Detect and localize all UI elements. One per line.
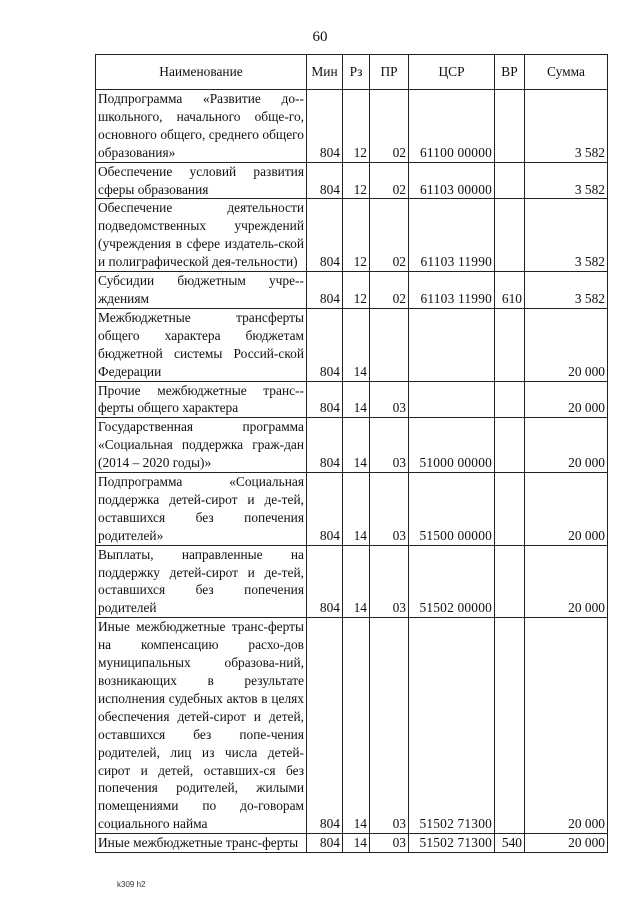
page-number: 60 [312,29,328,45]
row-csr: 51502 00000 [409,545,495,618]
header-sum: Сумма [525,55,608,90]
table-row [96,272,608,309]
row-min: 804 [307,272,343,309]
row-name: Государственная программа «Социальная поддержка граж-дан (2014 – 2020 годы)» [96,418,307,473]
row-sum: 3 582 [525,272,608,309]
row-rz: 14 [343,381,370,418]
row-rz: 12 [343,162,370,199]
row-rz: 14 [343,834,370,853]
row-sum: 20 000 [525,381,608,418]
row-sum: 20 000 [525,618,608,834]
row-csr: 51500 00000 [409,473,495,546]
row-pr: 03 [370,618,409,834]
row-csr: 51000 00000 [409,418,495,473]
row-name: Прочие межбюджетные транс-ферты общего характера [96,381,307,418]
row-vr [495,618,525,834]
row-name: Иные межбюджетные транс-ферты на компенсацию расхо-дов муниципальных образова-ний, возникающих в результате исполнения судебных актов в целях обеспечения детей-сирот и детей, оставшихся без попе-чения родителей, лиц из числа детей-сирот и детей, оставших-ся без попечения родителей, жилыми помещениями по до-говорам социального найма [96,618,307,834]
row-vr [495,545,525,618]
row-vr [495,308,525,381]
document-code: k309 h2 [117,880,146,889]
row-rz: 14 [343,545,370,618]
row-name: Выплаты, направленные на поддержку детей-сирот и де-тей, оставшихся без попечения родителей [96,545,307,618]
table-row [96,834,608,853]
table-row [96,381,608,418]
row-csr [409,308,495,381]
table-row [96,162,608,199]
budget-table [95,54,608,853]
table-row [96,90,608,163]
row-pr: 03 [370,418,409,473]
row-sum: 20 000 [525,545,608,618]
row-sum: 20 000 [525,834,608,853]
row-name: Субсидии бюджетным учре-ждениям [96,272,307,309]
row-rz: 14 [343,308,370,381]
table-row [96,473,608,546]
row-csr: 61100 00000 [409,90,495,163]
row-sum: 20 000 [525,308,608,381]
row-pr: 03 [370,834,409,853]
header-min: Мин [307,55,343,90]
row-sum: 20 000 [525,473,608,546]
row-name: Обеспечение деятельности подведомственных учреждений (учреждения в сфере издатель-ской и полиграфической дея-тельности) [96,199,307,272]
row-csr [409,381,495,418]
row-min: 804 [307,199,343,272]
row-min: 804 [307,545,343,618]
row-min: 804 [307,418,343,473]
table-row [96,618,608,834]
row-min: 804 [307,618,343,834]
row-name: Межбюджетные трансферты общего характера бюджетам бюджетной системы Россий-ской Федерации [96,308,307,381]
row-sum: 3 582 [525,90,608,163]
row-pr: 02 [370,272,409,309]
row-rz: 14 [343,618,370,834]
header-name: Наименование [96,55,307,90]
row-min: 804 [307,834,343,853]
row-pr: 02 [370,199,409,272]
row-min: 804 [307,381,343,418]
row-min: 804 [307,90,343,163]
row-vr: 540 [495,834,525,853]
row-csr: 51502 71300 [409,834,495,853]
table-row [96,308,608,381]
header-pr: ПР [370,55,409,90]
row-min: 804 [307,308,343,381]
row-pr: 03 [370,381,409,418]
row-rz: 14 [343,418,370,473]
row-sum: 3 582 [525,162,608,199]
table-row [96,418,608,473]
row-pr [370,308,409,381]
header-rz: Рз [343,55,370,90]
row-name: Обеспечение условий развития сферы образования [96,162,307,199]
row-vr [495,473,525,546]
row-pr: 03 [370,545,409,618]
row-vr [495,90,525,163]
row-sum: 20 000 [525,418,608,473]
row-min: 804 [307,473,343,546]
row-name: Подпрограмма «Развитие до-школьного, начального обще-го, основного общего, среднего общего образования» [96,90,307,163]
header-vr: ВР [495,55,525,90]
table-row [96,545,608,618]
row-vr [495,418,525,473]
row-vr: 610 [495,272,525,309]
row-rz: 12 [343,90,370,163]
row-vr [495,162,525,199]
row-rz: 12 [343,272,370,309]
row-csr: 51502 71300 [409,618,495,834]
row-vr [495,381,525,418]
row-name: Иные межбюджетные транс-ферты [96,834,307,853]
row-csr: 61103 11990 [409,272,495,309]
row-rz: 12 [343,199,370,272]
row-vr [495,199,525,272]
row-pr: 02 [370,90,409,163]
row-csr: 61103 11990 [409,199,495,272]
row-name: Подпрограмма «Социальная поддержка детей-сирот и де-тей, оставшихся без попечения родителей» [96,473,307,546]
row-pr: 03 [370,473,409,546]
header-csr: ЦСР [409,55,495,90]
row-pr: 02 [370,162,409,199]
row-min: 804 [307,162,343,199]
row-rz: 14 [343,473,370,546]
row-csr: 61103 00000 [409,162,495,199]
table-row [96,199,608,272]
row-sum: 3 582 [525,199,608,272]
table-header-row [96,55,608,90]
